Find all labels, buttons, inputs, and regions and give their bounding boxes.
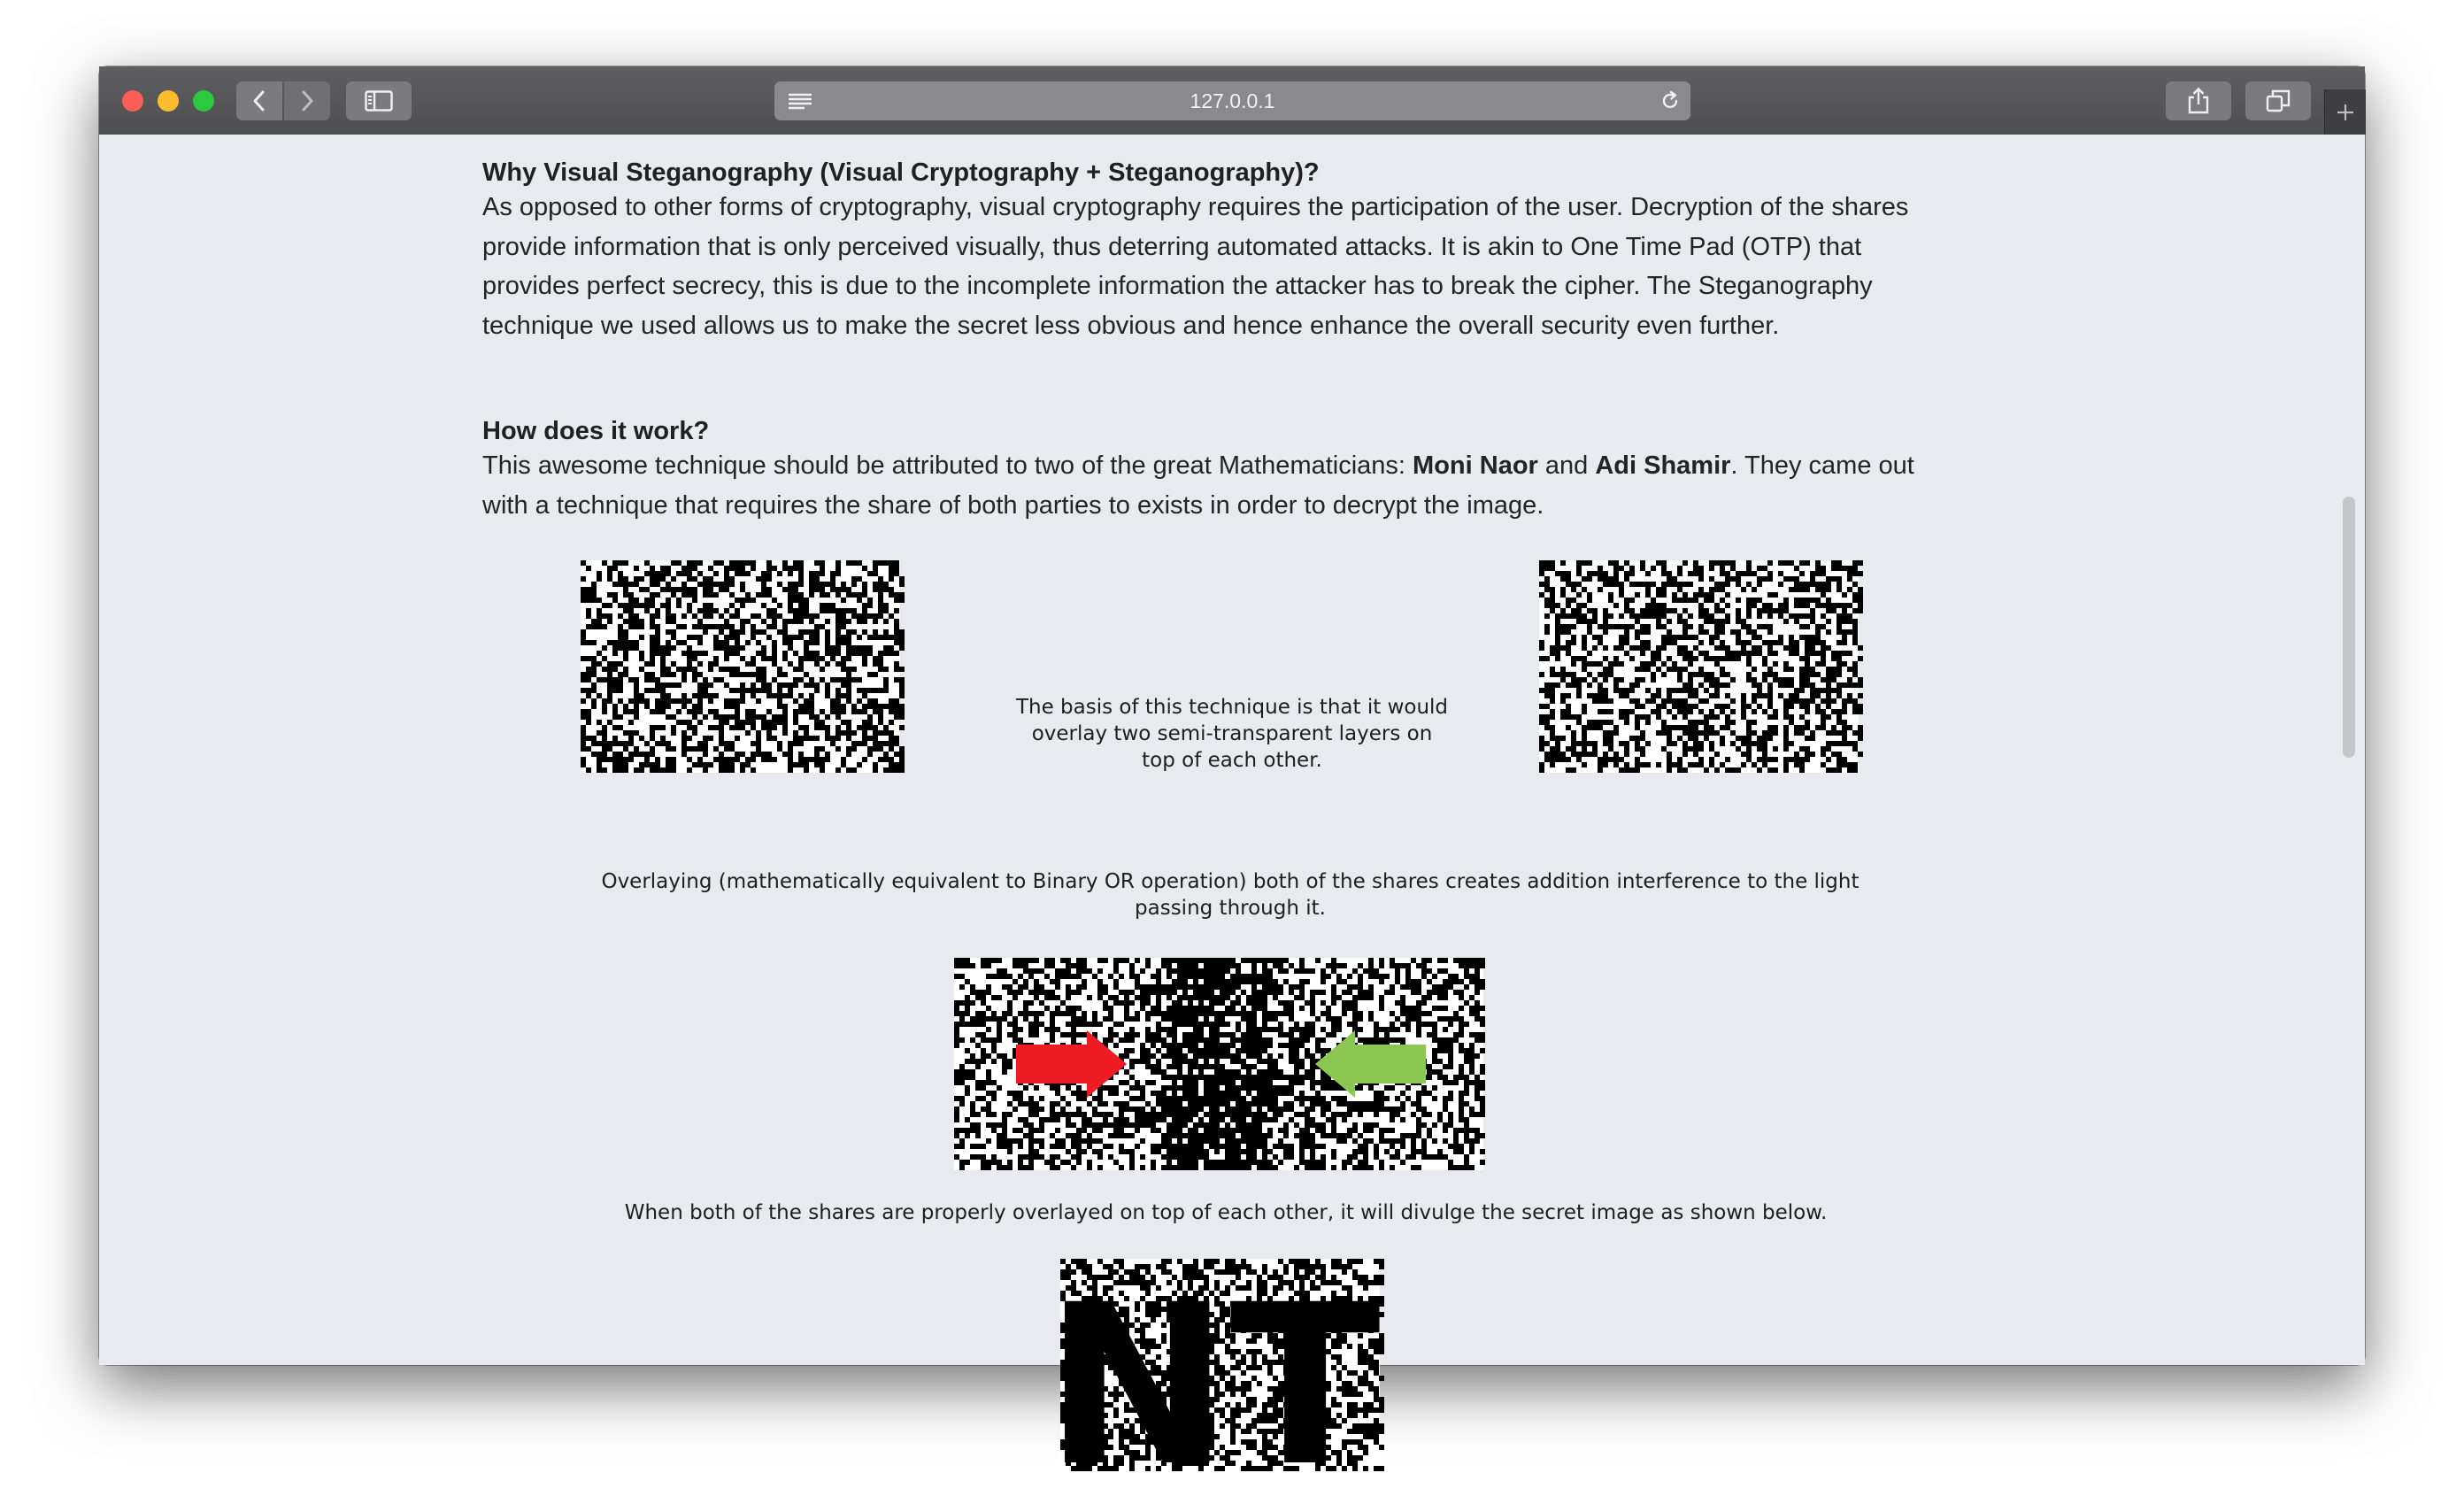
caption-overlay-basis: The basis of this technique is that it would overlay two semi-transparent layers on top of each other. xyxy=(1015,696,1449,772)
tabs-icon xyxy=(2266,89,2291,112)
share-1-pattern xyxy=(581,560,900,773)
paragraph-why: As opposed to other forms of cryptography, visual cryptography requires the participation of the user. Decryption of the shares provide information that is only perceived visually, thus deterring automated attacks. It is akin to One Time Pad (OTP) that provides perfect secrecy, this is due to the incomplete information the attacker has to break the cipher. The Steganography technique we used allows us to make the secret less obvious and hence enhance the overall security even further. xyxy=(482,193,1909,340)
reload-icon[interactable] xyxy=(1659,90,1681,112)
browser-toolbar xyxy=(99,66,2365,135)
section-heading-why: Why Visual Steganography (Visual Cryptography + Steganography)? xyxy=(482,158,1320,187)
close-window-button[interactable] xyxy=(122,90,143,112)
overlay-diagram-image xyxy=(954,958,1483,1170)
noise-pixels xyxy=(581,560,905,773)
zoom-window-button[interactable] xyxy=(193,90,214,112)
new-tab-button[interactable] xyxy=(2324,89,2366,135)
share-image-1 xyxy=(581,560,900,773)
secret-text: NT xyxy=(1044,1257,1381,1496)
share-2-pattern xyxy=(1539,560,1859,773)
vertical-scrollbar[interactable] xyxy=(2343,497,2355,758)
overlay-pattern xyxy=(954,958,1483,1170)
back-button[interactable] xyxy=(236,81,282,120)
secret-image xyxy=(1044,1257,1381,1496)
caption-overlaying: Overlaying (mathematically equivalent to Binary OR operation) both of the shares creates addition interference to the light passing through it. xyxy=(601,870,1860,920)
sidebar-button[interactable] xyxy=(346,81,412,120)
paragraph-how: This awesome technique should be attributed to two of the great Mathematicians: Moni Naor and Adi Shamir. They came out with a technique that requires the share of both parties to exists in order to decrypt the image. xyxy=(482,451,1914,520)
noise-pixels xyxy=(1539,560,1863,773)
minimize-window-button[interactable] xyxy=(158,90,179,112)
caption-reveal: When both of the shares are properly overlayed on top of each other, it will divulge the secret image as shown below. xyxy=(624,1201,1828,1224)
plus-icon xyxy=(2336,103,2355,122)
browser-window xyxy=(99,66,2365,1496)
address-bar[interactable] xyxy=(774,81,1690,120)
secret-pattern xyxy=(1044,1257,1381,1496)
url-text: 127.0.0.1 xyxy=(1190,89,1275,112)
share-image-2 xyxy=(1539,560,1859,773)
chevron-right-icon xyxy=(298,89,316,112)
chevron-left-icon xyxy=(250,89,268,112)
share-icon xyxy=(2187,88,2210,114)
section-heading-how: How does it work? xyxy=(482,417,710,445)
forward-button[interactable] xyxy=(284,81,330,120)
tabs-overview-button[interactable] xyxy=(2245,81,2311,120)
name-moni-naor: Moni Naor xyxy=(1413,451,1538,480)
page-content xyxy=(99,135,2365,1496)
sidebar-icon xyxy=(365,90,393,112)
share-button[interactable] xyxy=(2166,81,2231,120)
name-adi-shamir: Adi Shamir xyxy=(1595,451,1731,480)
